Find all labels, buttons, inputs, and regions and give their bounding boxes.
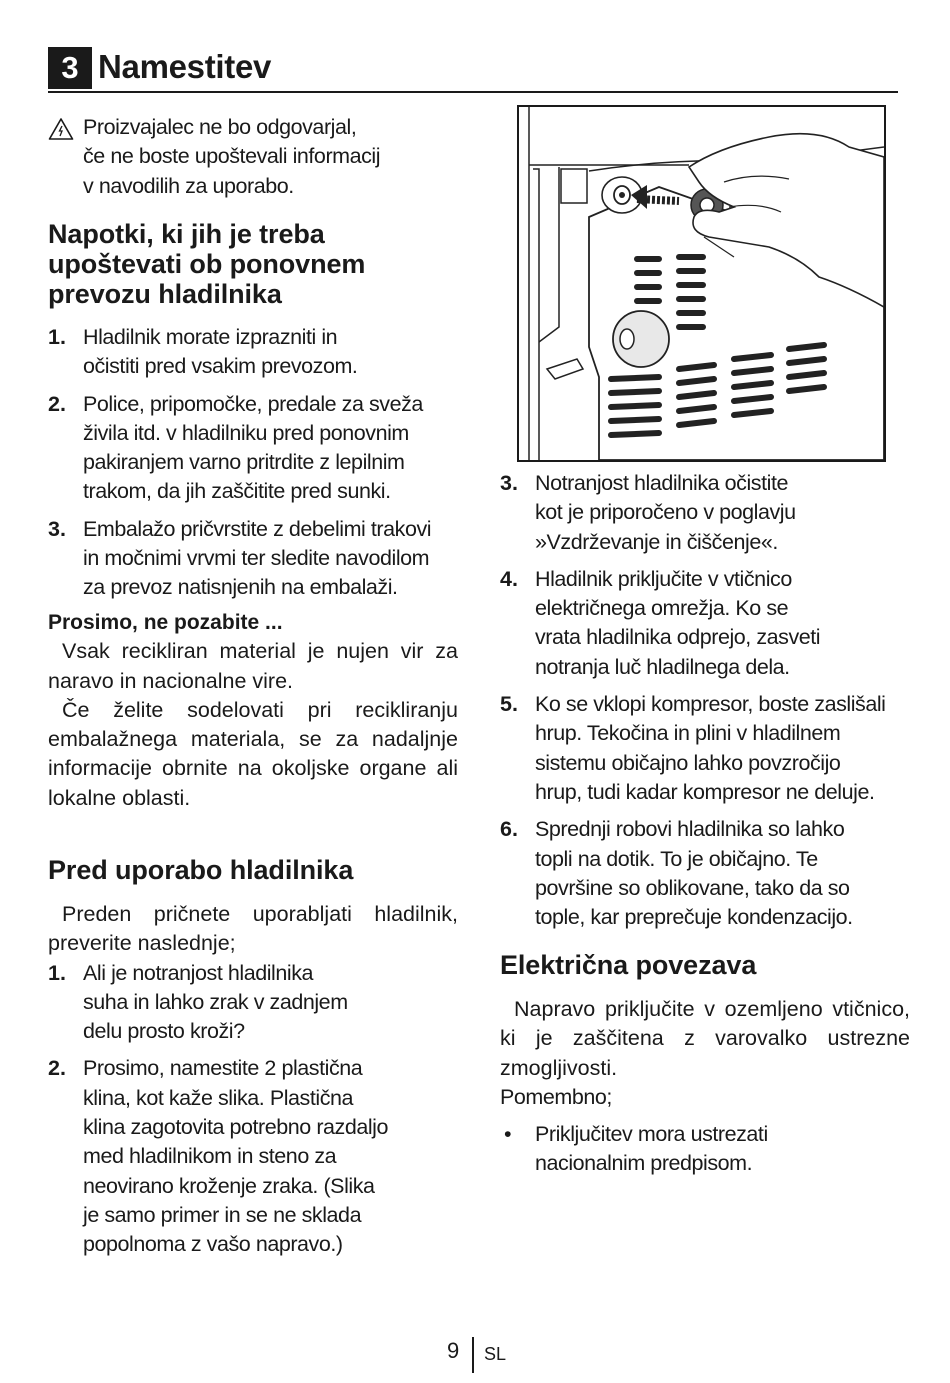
warning-line: Proizvajalec ne bo odgovarjal, [83,115,357,139]
fridge-back-illustration [519,107,884,460]
fridge-spacer-illustration [517,105,886,462]
header-rule [48,91,898,93]
warning-note [48,113,458,201]
list-item: 3. Notranjost hladilnika očistite kot je priporočeno v poglavju »Vzdrževanje in čiščenje«. [500,471,796,554]
list-item: 4. Hladilnik priključite v vtičnico električnega omrežja. Ko se vrata hladilnika odprejo, zasveti notranja luč hladilnega dela. [500,566,821,679]
before-use-block [48,900,458,1260]
bullet-item: • Priključitev mora ustrezati nacionalnim predpisom. [504,1122,768,1176]
reminder-title: Prosimo, ne pozabite ... [48,611,283,634]
warning-line: če ne boste upoštevali informacij [83,144,381,169]
warning-triangle-icon [48,117,74,141]
list-item: 3. Embalažo pričvrstite z debelimi trakovi in močnimi vrvmi ter sledite navodilom za prevoz natisnjenih na embalaži. [48,516,432,600]
reminder-paragraph: Vsak recikliran material je nujen vir za naravo in nacionalne vire. [48,639,458,693]
electrical-heading: Električna povezava [500,950,757,980]
electrical-paragraph: Napravo priključite v ozemljeno vtičnico, ki je zaščitena z varovalko ustrezne zmogljivosti. [500,997,910,1080]
language-code: SL [484,1344,507,1364]
reminder-block [48,608,458,813]
list-item: 1. Ali je notranjost hladilnika suha in lahko zrak v zadnjem delu prosto kroži? [48,960,348,1044]
transport-list [48,323,458,603]
reminder-paragraph: Če želite sodelovati pri recikliranju embalažnega materiala, se za nadaljnje informacije obrnite na okoljske organe ali lokalne oblasti. [48,697,458,810]
list-item: 5. Ko se vklopi kompresor, boste zaslišali hrup. Tekočina in plini v hladilnem sistemu običajno lahko povzročijo hrup, tudi kadar kompresor ne deluje. [500,692,886,804]
list-item: 6. Sprednji robovi hladilnika so lahko topli na dotik. To je običajno. Te površine so oblikovane, tako da so tople, kar preprečuje kondenzacijo. [500,817,853,930]
list-item: 2. Prosimo, namestite 2 plastična klina, kot kaže slika. Plastična klina zagotovita potrebno razdaljo med hladilnikom in steno za neovirano kroženje zraka. (Slika je samo primer in se ne sklada popolnoma z vašo napravo.) [48,1056,389,1257]
warning-line: v navodilih za uporabo. [83,173,294,198]
electrical-block [500,995,910,1179]
before-use-heading: Pred uporabo hladilnika [48,855,354,885]
list-item: 2. Police, pripomočke, predale za sveža živila itd. v hladilniku pred ponovnim pakiranjem varno pritrdite z lepilnim trakom, da jih zaščitite pred sunki. [48,391,423,504]
footer-divider [472,1337,474,1373]
bullet-icon: • [504,1122,512,1147]
electrical-important: Pomembno; [500,1084,612,1109]
list-item: 1. Hladilnik morate izprazniti in očistiti pred vsakim prevozom. [48,325,358,379]
continued-list [500,469,910,932]
section-title: Namestitev [98,48,272,85]
page-number: 9 [447,1338,460,1363]
before-use-intro: Preden pričnete uporabljati hladilnik, preverite naslednje; [48,902,458,956]
transport-heading: Napotki, ki jih je treba upoštevati ob ponovnem prevozu hladilnika [48,219,366,309]
section-number: 3 [48,47,92,89]
